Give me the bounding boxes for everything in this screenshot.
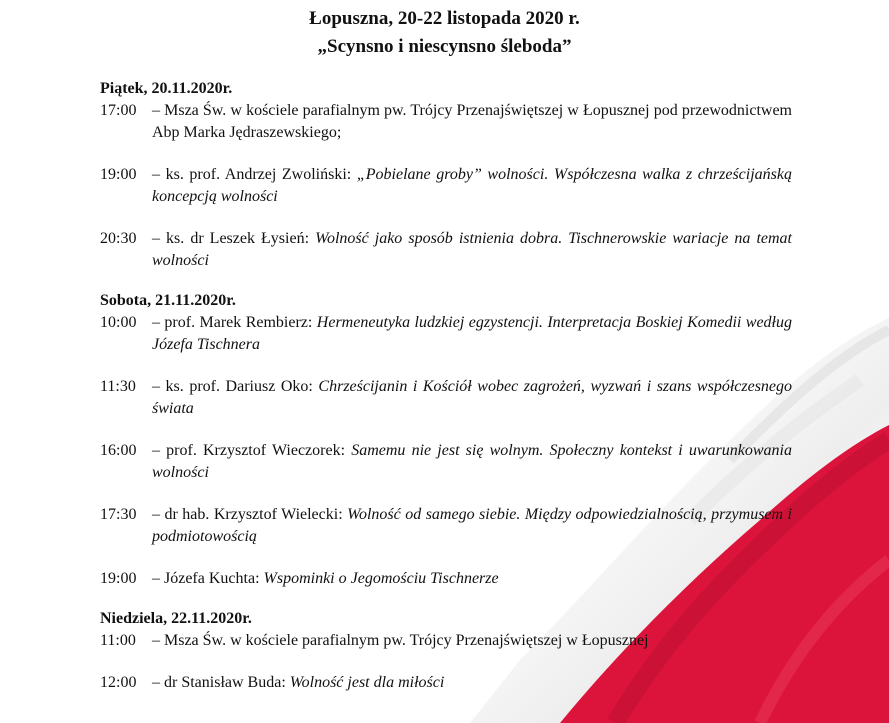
schedule-entry (100, 164, 792, 208)
entry-time: 11:00 (100, 632, 136, 649)
entry-speaker: – Józefa Kuchta: (152, 570, 260, 587)
schedule-entry (100, 376, 792, 420)
schedule-entry (100, 100, 792, 144)
entry-speaker: – ks. dr Leszek Łysień: (152, 230, 310, 247)
entry-speaker: – ks. prof. Andrzej Zwoliński: (152, 166, 352, 183)
entry-time: 10:00 (100, 314, 137, 331)
day-heading: Piątek, 20.11.2020r. (100, 80, 233, 97)
entry-speaker: – prof. Marek Rembierz: (152, 314, 313, 331)
entry-speaker: – Msza Św. w kościele parafialnym pw. Trójcy Przenajświętszej w Łopusznej pod przewodnictwem Abp Marka Jędraszewskiego; (152, 102, 792, 141)
schedule-entry (100, 228, 792, 272)
page-subtitle: „Scynsno i niescynsno śleboda” (317, 36, 572, 57)
entry-time: 20:30 (100, 230, 137, 247)
schedule-entry (100, 504, 792, 548)
program-schedule (100, 78, 792, 694)
entry-time: 12:00 (100, 674, 137, 691)
entry-title: Wolność jako sposób istnienia dobra. Tischnerowskie wariacje na temat wolności (152, 230, 793, 269)
entry-speaker: – Msza Św. w kościele parafialnym pw. Trójcy Przenajświętszej w Łopusznej (152, 632, 649, 649)
schedule-entry (100, 312, 792, 356)
entry-title: „Pobielane groby” wolności. Współczesna walka z chrześcijańską koncepcją wolności (152, 166, 792, 205)
day-heading: Sobota, 21.11.2020r. (100, 292, 236, 309)
entry-title: Wolność od samego siebie. Między odpowiedzialnością, przymusem i podmiotowością (152, 506, 792, 545)
entry-time: 19:00 (100, 570, 137, 587)
schedule-entry (100, 440, 792, 484)
page-title: Łopuszna, 20-22 listopada 2020 r. (309, 8, 580, 29)
entry-time: 16:00 (100, 442, 137, 459)
entry-title: Chrześcijanin i Kościół wobec zagrożeń, wyzwań i szans współczesnego świata (152, 378, 793, 417)
entry-time: 11:30 (100, 378, 136, 395)
entry-speaker: – prof. Krzysztof Wieczorek: (152, 442, 346, 459)
entry-speaker: – dr Stanisław Buda: (152, 674, 286, 691)
entry-time: 17:00 (100, 102, 137, 119)
entry-time: 19:00 (100, 166, 137, 183)
day-heading: Niedziela, 22.11.2020r. (100, 610, 252, 627)
entry-speaker: – ks. prof. Dariusz Oko: (152, 378, 313, 395)
schedule-entry (100, 672, 792, 694)
entry-title: Samemu nie jest się wolnym. Społeczny kontekst i uwarunkowania wolności (152, 442, 792, 481)
entry-title: Wolność jest dla miłości (289, 674, 445, 691)
entry-time: 17:30 (100, 506, 137, 523)
entry-speaker: – dr hab. Krzysztof Wielecki: (152, 506, 343, 523)
schedule-entry (100, 568, 792, 590)
schedule-entry (100, 630, 792, 652)
entry-title: Wspominki o Jegomościu Tischnerze (263, 570, 499, 587)
entry-title: Hermeneutyka ludzkiej egzystencji. Interpretacja Boskiej Komedii według Józefa Tischnera (152, 314, 793, 353)
